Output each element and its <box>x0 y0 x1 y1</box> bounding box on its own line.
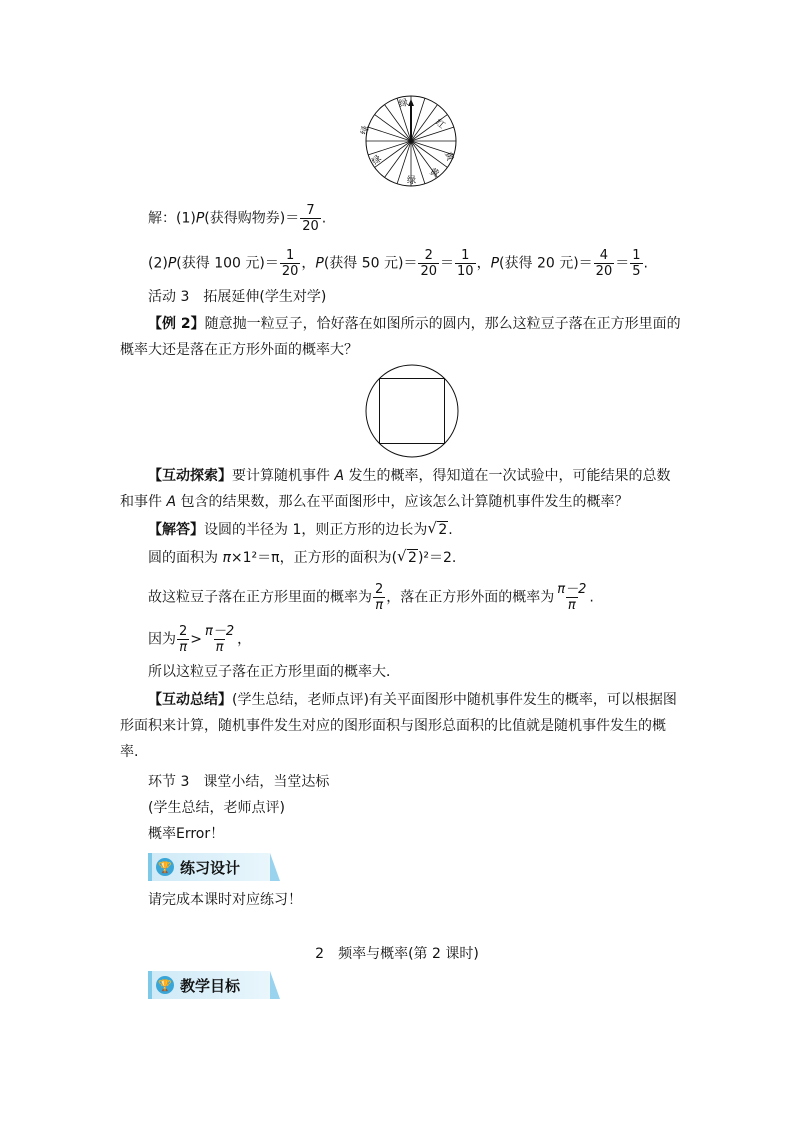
numerator: π－2 <box>205 624 235 639</box>
fraction <box>455 248 476 279</box>
var-a: A <box>334 468 345 484</box>
numerator: 7 <box>306 203 315 218</box>
spinner-pointer-tip <box>408 99 414 106</box>
text: )²＝2. <box>417 550 457 566</box>
text: 圆的面积为 <box>148 550 223 566</box>
numerator: 2 <box>179 624 188 639</box>
summary-line-1 <box>148 690 677 710</box>
spinner-division-line <box>411 105 437 141</box>
fraction <box>280 248 301 279</box>
goals-banner <box>148 971 270 999</box>
answer-line-2 <box>148 548 456 568</box>
denominator: π <box>179 640 188 655</box>
text: ， <box>237 631 252 648</box>
text: 发生的概率，得知道在一次试验中，可能结果的总数 <box>344 468 671 484</box>
denominator: π <box>215 640 224 655</box>
fraction <box>300 203 321 234</box>
denominator: 20 <box>595 264 613 279</box>
numerator: 1 <box>461 248 470 263</box>
section-2-title: 2 频率与概率(第 2 课时) <box>315 946 479 962</box>
banner-label: 练习设计 <box>180 858 241 877</box>
practice-banner <box>148 853 270 881</box>
var-p: P <box>490 255 500 272</box>
text: ， <box>301 255 316 272</box>
answer-line-4 <box>148 624 251 655</box>
sqrt-two <box>427 520 448 540</box>
var-p: P <box>195 210 205 227</box>
trophy-icon: 🏆 <box>156 976 174 994</box>
spinner-label-7: 绿 <box>360 124 372 136</box>
spinner-label-6: 绿 <box>370 153 384 168</box>
text: . <box>643 255 648 272</box>
text: 包含的结果数，那么在平面图形中，应该怎么计算随机事件发生的概率？ <box>176 494 629 510</box>
spinner-label-1: 绿 <box>398 97 410 110</box>
spinner-division-line <box>411 141 447 167</box>
text: > <box>190 631 203 648</box>
trophy-icon: 🏆 <box>156 858 174 876</box>
spinner-division-line <box>368 127 411 141</box>
practice-text: 请完成本课时对应练习！ <box>148 892 302 908</box>
spinner-label-5: 绿 <box>407 176 417 186</box>
fraction <box>177 624 189 655</box>
text: 设圆的半径为 1，则正方形的边长为 <box>204 522 428 538</box>
text: (获得 50 元)＝ <box>323 255 418 272</box>
spinner-label-2: 红 <box>433 117 447 132</box>
radicand: 2 <box>408 550 417 566</box>
numerator: 2 <box>375 582 384 597</box>
answer-line-5: 所以这粒豆子落在正方形里面的概率大． <box>148 664 400 680</box>
numerator: 1 <box>632 248 641 263</box>
text: ×1²＝π，正方形的面积为( <box>230 550 398 566</box>
explore-line-1 <box>148 466 670 486</box>
numerator: π－2 <box>557 582 587 597</box>
numerator: 1 <box>285 248 295 263</box>
example-tag: 【例 2】 <box>148 316 205 332</box>
explore-line-2 <box>120 492 628 512</box>
fraction <box>418 248 439 279</box>
fraction <box>555 582 588 613</box>
text: . <box>321 210 327 227</box>
var-p: P <box>167 255 177 272</box>
denominator: π <box>375 598 384 613</box>
summary-line-3: 率. <box>120 744 139 760</box>
answer-tag: 【解答】 <box>148 522 204 538</box>
denominator: 5 <box>632 264 641 279</box>
solution-line-2 <box>148 248 648 279</box>
summary-tag: 【互动总结】 <box>148 692 232 708</box>
text: ， <box>476 255 491 272</box>
numerator: 2 <box>424 248 433 263</box>
solution-line-1 <box>148 203 326 234</box>
var-p: P <box>315 255 324 272</box>
text: (学生总结，老师点评)有关平面图形中随机事件发生的概率，可以根据图 <box>232 692 677 708</box>
denominator: 20 <box>420 264 438 279</box>
text: 故这粒豆子落在正方形里面的概率为 <box>148 589 372 606</box>
example-2-line-2: 概率大还是落在正方形外面的概率大？ <box>120 342 358 358</box>
text: 解：(1) <box>148 210 196 227</box>
banner-label: 教学目标 <box>180 976 241 995</box>
spinner-division-line <box>368 141 411 155</box>
radicand: 2 <box>438 522 448 538</box>
activity-3-heading: 活动 3 拓展延伸(学生对学) <box>148 289 327 305</box>
denominator: 10 <box>457 264 474 279</box>
text: . <box>448 522 453 538</box>
text: ＝ <box>440 255 455 272</box>
text: ＝ <box>615 255 630 272</box>
circle-square-figure <box>364 363 460 459</box>
text: (2) <box>148 255 168 272</box>
text: (获得购物券)＝ <box>204 210 300 227</box>
spinner-division-line <box>385 141 411 177</box>
text: 和事件 <box>120 494 167 510</box>
denominator: 20 <box>281 264 299 279</box>
fraction <box>203 624 236 655</box>
text: (获得 100 元)＝ <box>176 255 279 272</box>
pi: π <box>222 550 231 566</box>
spinner-division-line <box>411 127 454 141</box>
numerator: 4 <box>599 248 609 263</box>
sqrt-two <box>397 548 418 568</box>
explore-tag: 【互动探索】 <box>148 468 232 484</box>
var-a: A <box>166 494 177 510</box>
spinner-figure <box>357 93 465 189</box>
spinner-division-line <box>385 105 411 141</box>
fraction <box>630 248 642 279</box>
text: (获得 20 元)＝ <box>499 255 593 272</box>
summary-line-2: 形面积来计算，随机事件发生对应的图形面积与图形总面积的比值就是随机事件发生的概 <box>120 718 666 734</box>
denominator: π <box>567 598 576 613</box>
fraction <box>373 582 385 613</box>
example-2-line-1 <box>148 314 681 334</box>
text: 要计算随机事件 <box>232 468 335 484</box>
text: 因为 <box>148 631 176 648</box>
answer-line-1 <box>148 520 453 540</box>
text: 随意抛一粒豆子，恰好落在如图所示的圆内，那么这粒豆子落在正方形里面的 <box>204 316 681 332</box>
link-3-heading: 环节 3 课堂小结，当堂达标 <box>148 774 330 790</box>
inscribed-square <box>380 379 445 444</box>
spinner-division-line <box>375 115 411 141</box>
error-line: 概率Error！ <box>148 826 225 842</box>
spinner-label-3: 黄 <box>442 150 455 163</box>
answer-line-3 <box>148 582 594 613</box>
link-3-note: (学生总结，老师点评) <box>148 800 285 816</box>
spinner-label-4: 黄 <box>427 166 441 181</box>
fraction <box>594 248 615 279</box>
denominator: 20 <box>302 219 319 234</box>
text: ，落在正方形外面的概率为 <box>386 589 555 606</box>
text: . <box>589 589 594 606</box>
